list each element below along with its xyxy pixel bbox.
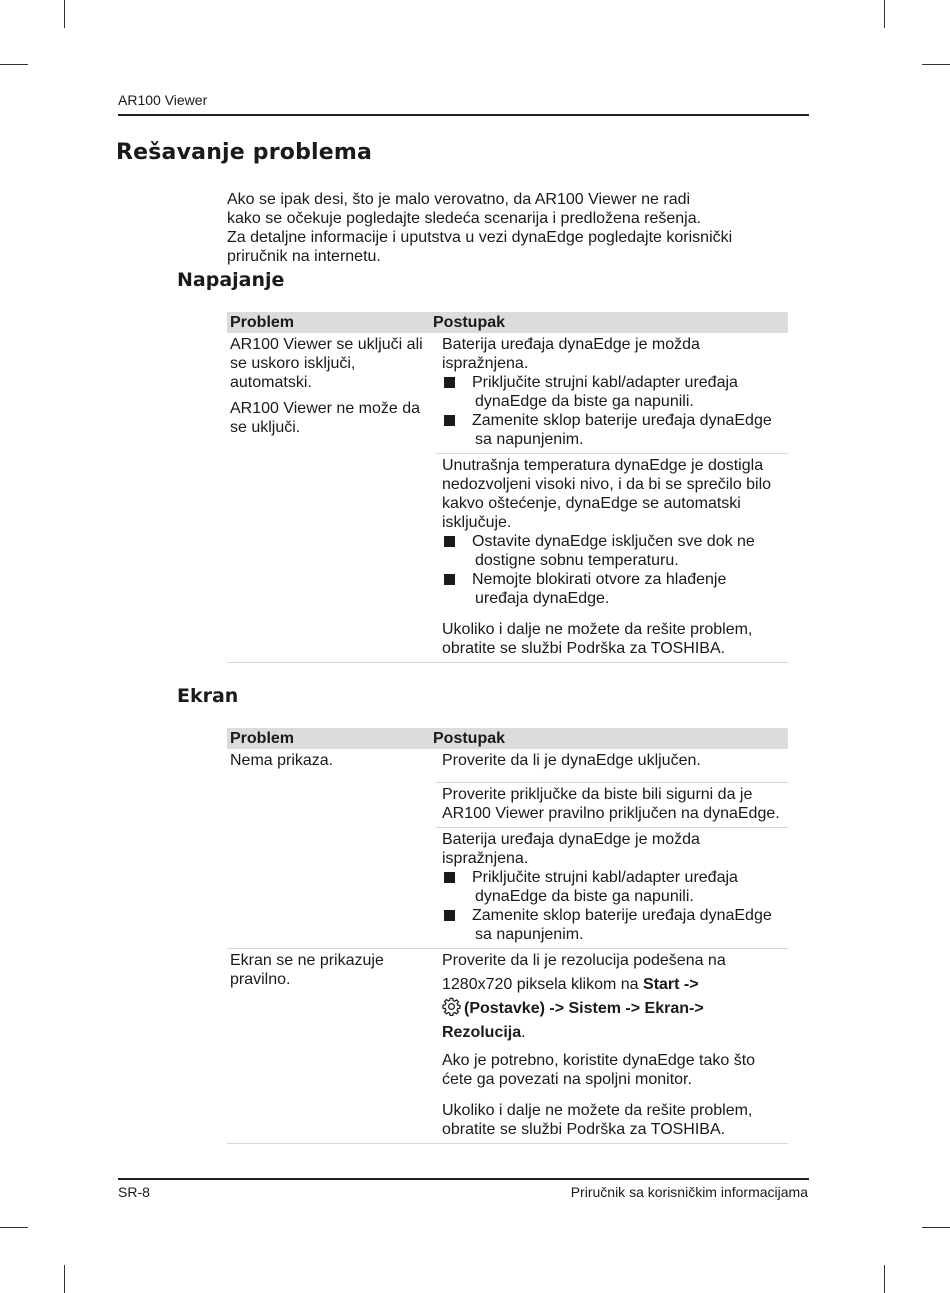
procedure-block [436,828,788,948]
bullet-item [442,868,784,906]
procedure-text: Proverite priključke da biste bili sigurni da je AR100 Viewer pravilno priključen na dynaEdge. [442,786,780,822]
problem-cell [227,949,433,1143]
punctuation: . [521,1024,526,1041]
crop-mark [884,1265,885,1293]
bullet-item [442,532,784,570]
procedure-cell [433,333,788,662]
crop-mark [64,0,65,28]
power-troubleshooting-table [227,312,788,663]
procedure-text: Proverite da li je dynaEdge uključen. [442,752,701,769]
procedure-block [436,333,788,454]
page-number: SR-8 [118,1184,150,1200]
table-row [227,949,788,1144]
intro-line: Ako se ipak desi, što je malo verovatno, da AR100 Viewer ne radi [227,191,691,208]
footer-rule [118,1178,809,1180]
procedure-text: Unutrašnja temperatura dynaEdge je dostigla nedozvoljeni visoki nivo, i da bi se sprečilo bilo kakvo oštećenje, dynaEdge se automatski isključuje. [442,457,772,531]
bullet-text: Zamenite sklop baterije uređaja dynaEdge sa napunjenim. [472,412,772,448]
section-heading-screen: Ekran [177,685,239,707]
intro-paragraph [227,190,807,266]
procedure-block [436,749,788,783]
procedure-cell [433,949,788,1143]
intro-line: kako se očekuje pogledajte sledeća scenarija i predložena rešenja. [227,210,702,227]
crop-mark [922,64,950,65]
support-text: Ukoliko i dalje ne možete da rešite problem, obratite se službi Podrška za TOSHIBA. [442,621,753,657]
resolution-instruction [442,949,784,1045]
support-text: Ukoliko i dalje ne možete da rešite problem, obratite se službi Podrška za TOSHIBA. [442,1102,753,1138]
column-header-problem: Problem [230,314,295,331]
procedure-text: Baterija uređaja dynaEdge je možda ispražnjena. [442,336,700,372]
manual-title: Priručnik sa korisničkim informacijama [570,1184,808,1200]
running-header: AR100 Viewer [118,92,208,108]
problem-cell [227,333,433,662]
crop-mark [922,1227,950,1228]
bullet-text: Zamenite sklop baterije uređaja dynaEdge sa napunjenim. [472,907,772,943]
procedure-cell [433,749,788,948]
menu-path-resolution: Rezolucija [442,1024,522,1041]
bullet-item [442,570,784,608]
crop-mark [884,0,885,28]
bullet-item [442,906,784,944]
bullet-text: Priključite strujni kabl/adapter uređaja dynaEdge da biste ga napunili. [472,374,738,410]
menu-path-settings: (Postavke) -> Sistem -> Ekran-> [464,1000,704,1017]
problem-cell [227,749,433,948]
bullet-text: Ostavite dynaEdge isključen sve dok ne dostigne sobnu temperaturu. [472,533,755,569]
procedure-block [436,454,788,662]
problem-text: Ekran se ne prikazuje pravilno. [230,952,384,988]
table-row [227,749,788,949]
crop-mark [0,1227,28,1228]
problem-text: Nema prikaza. [230,752,334,769]
bullet-item [442,373,784,411]
column-header-procedure: Postupak [433,314,506,331]
column-header-problem: Problem [230,730,295,747]
table-header [227,728,788,749]
problem-text: AR100 Viewer ne može da se uključi. [230,400,421,436]
column-header-procedure: Postupak [433,730,506,747]
section-heading-power: Napajanje [177,269,285,291]
table-row [227,333,788,663]
procedure-block [436,783,788,828]
resolution-text: Proverite da li je rezolucija podešena na 1280x720 piksela klikom na [442,952,726,993]
crop-mark [64,1265,65,1293]
procedure-text: Ako je potrebno, koristite dynaEdge tako što ćete ga povezati na spoljni monitor. [442,1052,756,1088]
screen-troubleshooting-table [227,728,788,1144]
problem-text: AR100 Viewer se uključi ali se uskoro isključi, automatski. [230,336,423,391]
table-header [227,312,788,333]
procedure-text: Baterija uređaja dynaEdge je možda ispražnjena. [442,831,700,867]
procedure-block [436,949,788,1143]
gear-icon [442,997,461,1016]
bullet-text: Priključite strujni kabl/adapter uređaja dynaEdge da biste ga napunili. [472,869,738,905]
page-title: Rešavanje problema [116,140,373,165]
bullet-text: Nemojte blokirati otvore za hlađenje uređaja dynaEdge. [472,571,727,607]
crop-mark [0,64,28,65]
header-rule [118,114,809,116]
menu-path-start: Start -> [643,976,699,993]
intro-line: Za detaljne informacije i uputstva u vezi dynaEdge pogledajte korisnički [227,229,733,246]
intro-line: priručnik na internetu. [227,248,381,265]
bullet-item [442,411,784,449]
